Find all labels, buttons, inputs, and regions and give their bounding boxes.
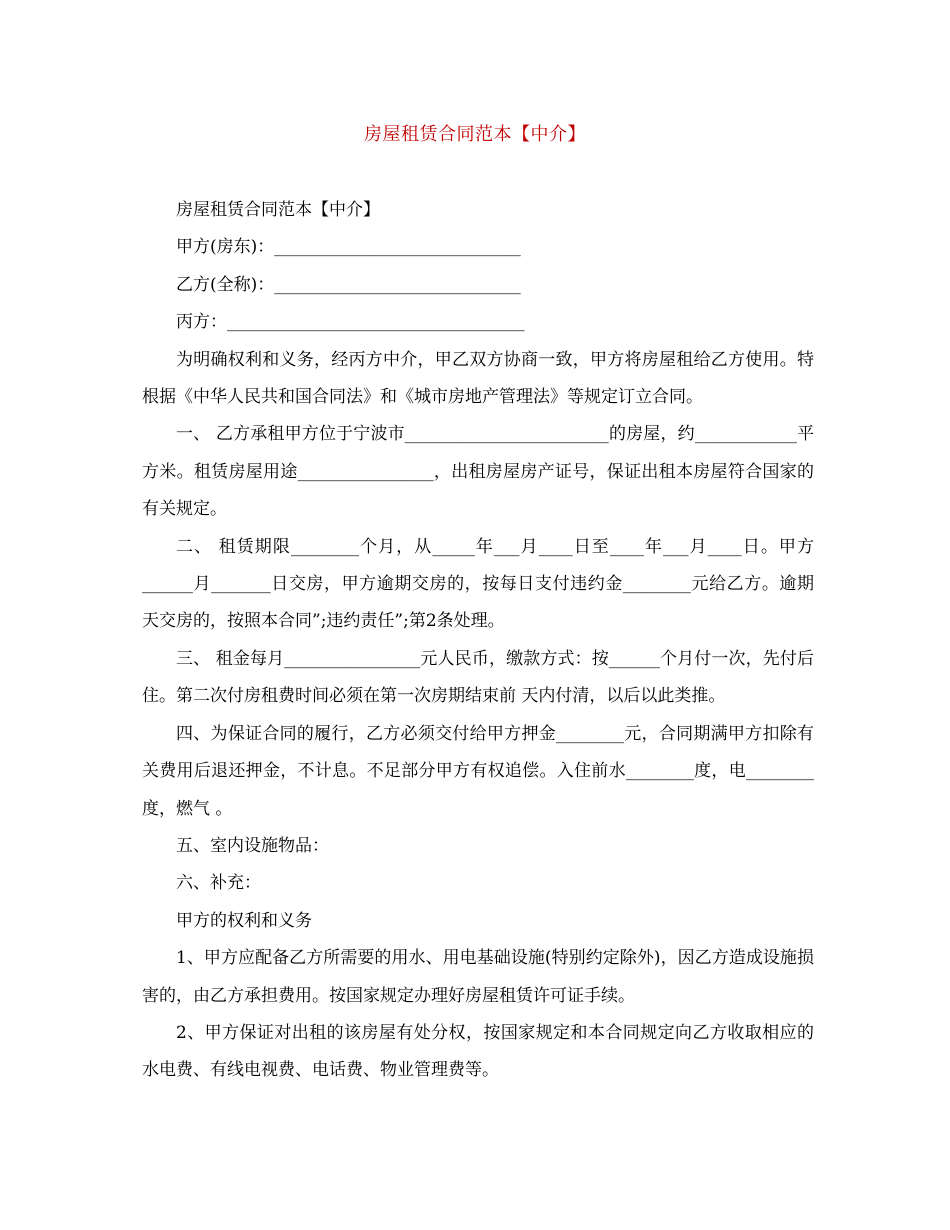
clause-2: 二、 租赁期限________个月，从_____年___月____日至____年___月____日。甲方______月_______日交房，甲方逾期交房的，按每日支付违约金________元给乙方。逾期 天交房的，按照本合同”;违约责任”;第2条处理。 [142, 536, 831, 632]
party-a-item-2: 2、甲方保证对出租的该房屋有处分权，按国家规定和本合同规定向乙方收取相应的水电费、有线电视费、电话费、物业管理费等。 [142, 1022, 814, 1081]
party-b-line: 乙方(全称)：_____________________________ [176, 274, 521, 295]
contract-heading: 房屋租赁合同范本【中介】 [176, 200, 380, 220]
party-a-item-1: 1、甲方应配备乙方所需要的用水、用电基础设施(特别约定除外)，因乙方造成设施损害的，由乙方承担费用。按国家规定办理好房屋租赁许可证手续。 [142, 948, 814, 1006]
section-party-a-heading: 甲方的权利和义务 [176, 910, 312, 931]
document-title: 房屋租赁合同范本【中介】 [364, 124, 586, 145]
intro-paragraph: 为明确权利和义务，经丙方中介，甲乙双方协商一致，甲方将房屋租给乙方使用。特根据《中华人民共和国合同法》和《城市房地产管理法》等规定订立合同。 [142, 349, 814, 408]
clause-6: 六、补充： [176, 873, 261, 894]
clause-4: 四、为保证合同的履行，乙方必须交付给甲方押金________元，合同期满甲方扣除有关费用后退还押金，不计息。不足部分甲方有权追偿。入住前水________度，电________度，燃气 。 [142, 723, 814, 819]
clause-5: 五、室内设施物品： [176, 835, 329, 856]
party-a-line: 甲方(房东)：_____________________________ [176, 237, 521, 258]
document-body [142, 192, 831, 1090]
clause-1: 一、 乙方承租甲方位于宁波市________________________的房屋，约____________平方米。租赁房屋用途________________，出租房屋房产证号，保证出租本房屋符合国家的有关规定。 [142, 424, 814, 520]
party-c-line: 丙方：___________________________________ [176, 312, 525, 333]
clause-3: 三、 租金每月________________元人民币，缴款方式：按______个月付一次，先付后住。第二次付房租费时间必须在第一次房期结束前 天内付清，以后以此类推。 [142, 648, 814, 707]
